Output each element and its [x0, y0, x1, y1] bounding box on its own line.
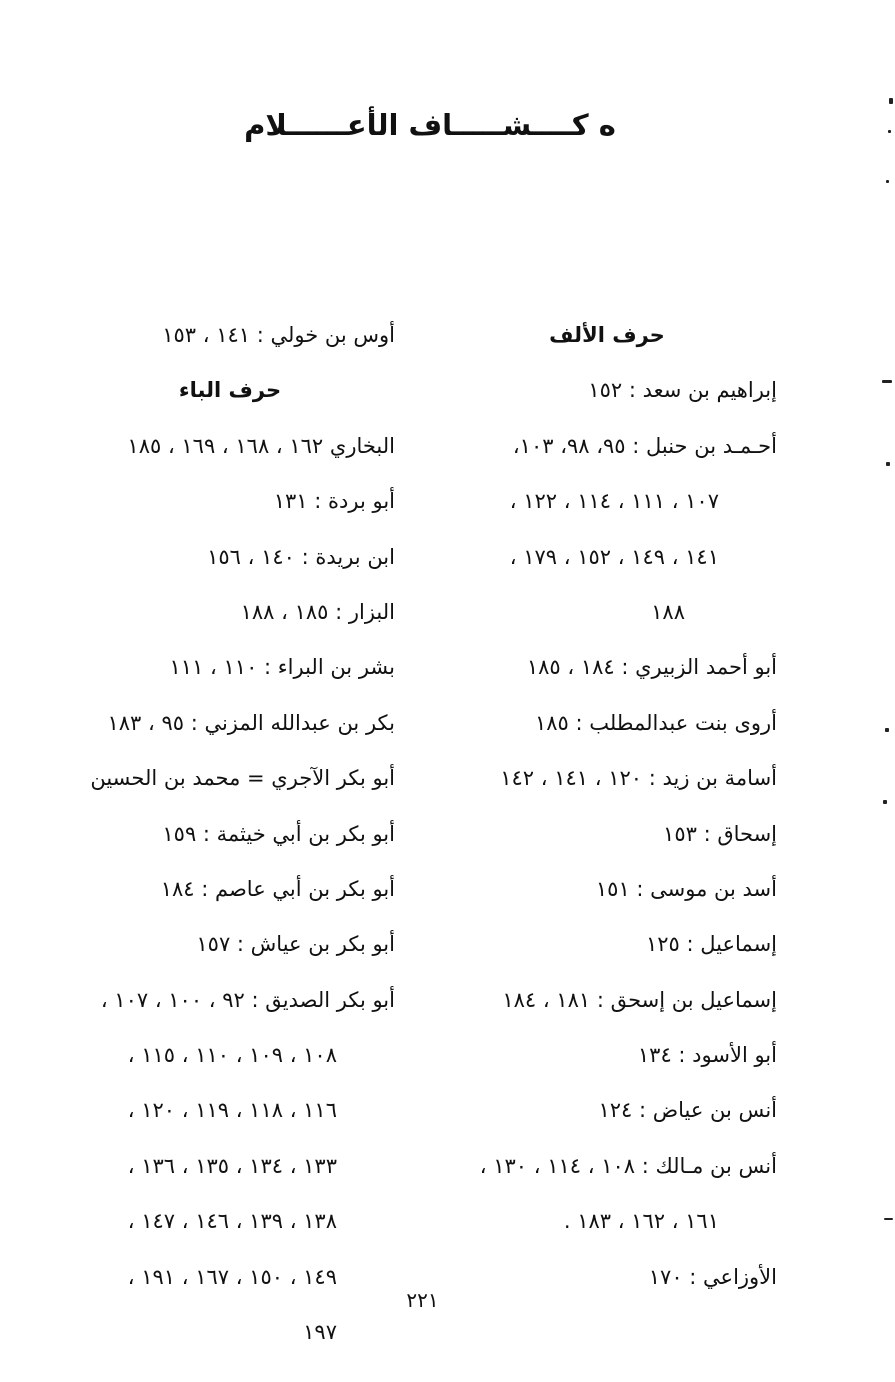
index-entry: أبو بكر الآجري = محمد بن الحسين: [90, 766, 395, 791]
section-heading: حرف الباء: [178, 378, 282, 403]
index-entry-continuation: ١٣٨ ، ١٣٩ ، ١٤٦ ، ١٤٧ ،: [127, 1209, 337, 1234]
index-entry: إبراهيم بن سعد : ١٥٢: [588, 378, 777, 403]
page-title: ه كــــشـــــاف الأعــــــلام: [244, 108, 616, 142]
scan-speck: [885, 728, 889, 732]
scan-speck: [882, 380, 892, 383]
scan-speck: [888, 130, 891, 133]
index-entry-continuation: ١٤٩ ، ١٥٠ ، ١٦٧ ، ١٩١ ،: [127, 1264, 337, 1289]
index-entry: أنس بن عياض : ١٢٤: [598, 1098, 777, 1123]
index-entry: إسماعيل : ١٢٥: [645, 932, 777, 957]
index-entry: أبو بكر بن أبي عاصم : ١٨٤: [160, 876, 395, 901]
index-entry: إسحاق : ١٥٣: [663, 821, 777, 846]
index-entry: أبو بكر الصديق : ٩٢ ، ١٠٠ ، ١٠٧ ،: [100, 987, 395, 1012]
index-entry: أسامة بن زيد : ١٢٠ ، ١٤١ ، ١٤٢: [500, 766, 777, 791]
index-entry: البخاري ١٦٢ ، ١٦٨ ، ١٦٩ ، ١٨٥: [127, 433, 395, 458]
index-entry: إسماعيل بن إسحق : ١٨١ ، ١٨٤: [502, 987, 777, 1012]
scan-speck: [889, 98, 893, 104]
index-column-left: [65, 308, 395, 1360]
index-entry: أحـمـد بن حنبل : ٩٥، ٩٨، ١٠٣،: [512, 433, 777, 458]
index-column-right: [437, 308, 777, 1305]
index-entry: أوس بن خولي : ١٤١ ، ١٥٣: [162, 323, 395, 347]
index-entry: أبو الأسود : ١٣٤: [637, 1043, 777, 1068]
section-heading: حرف الألف: [549, 323, 665, 347]
index-entry-continuation: ١٦١ ، ١٦٢ ، ١٨٣ .: [563, 1209, 719, 1234]
index-entry-continuation: ١٠٧ ، ١١١ ، ١١٤ ، ١٢٢ ،: [509, 489, 719, 514]
index-entry-continuation: ١٠٨ ، ١٠٩ ، ١١٠ ، ١١٥ ،: [127, 1043, 337, 1068]
scan-speck: [884, 1218, 893, 1220]
index-entry-continuation: ١١٦ ، ١١٨ ، ١١٩ ، ١٢٠ ،: [127, 1098, 337, 1123]
index-entry: أنس بن مـالك : ١٠٨ ، ١١٤ ، ١٣٠ ،: [479, 1153, 777, 1178]
scan-speck: [886, 462, 890, 466]
index-entry-continuation: ١٤١ ، ١٤٩ ، ١٥٢ ، ١٧٩ ،: [509, 544, 719, 569]
index-entry: بشر بن البراء : ١١٠ ، ١١١: [169, 655, 395, 680]
index-entry-continuation: ١٣٣ ، ١٣٤ ، ١٣٥ ، ١٣٦ ،: [127, 1153, 337, 1178]
scan-speck: [886, 180, 889, 183]
index-entry: أبو أحمد الزبيري : ١٨٤ ، ١٨٥: [526, 655, 777, 680]
page-number: ٢٢١: [406, 1288, 439, 1312]
index-entry-continuation: ١٩٧: [303, 1320, 337, 1345]
index-entry: البزار : ١٨٥ ، ١٨٨: [240, 599, 395, 624]
index-entry: الأوزاعي : ١٧٠: [648, 1264, 777, 1289]
index-entry: أسد بن موسى : ١٥١: [595, 876, 777, 901]
scan-speck: [883, 800, 887, 804]
index-entry: ابن بريدة : ١٤٠ ، ١٥٦: [207, 544, 395, 569]
index-entry: أروى بنت عبدالمطلب : ١٨٥: [534, 710, 777, 735]
index-entry: بكر بن عبدالله المزني : ٩٥ ، ١٨٣: [107, 710, 395, 735]
index-entry: أبو بكر بن أبي خيثمة : ١٥٩: [162, 821, 395, 846]
index-entry-continuation: ١٨٨: [651, 599, 685, 624]
index-entry: أبو بكر بن عياش : ١٥٧: [196, 932, 395, 957]
index-entry: أبو بردة : ١٣١: [273, 489, 395, 514]
